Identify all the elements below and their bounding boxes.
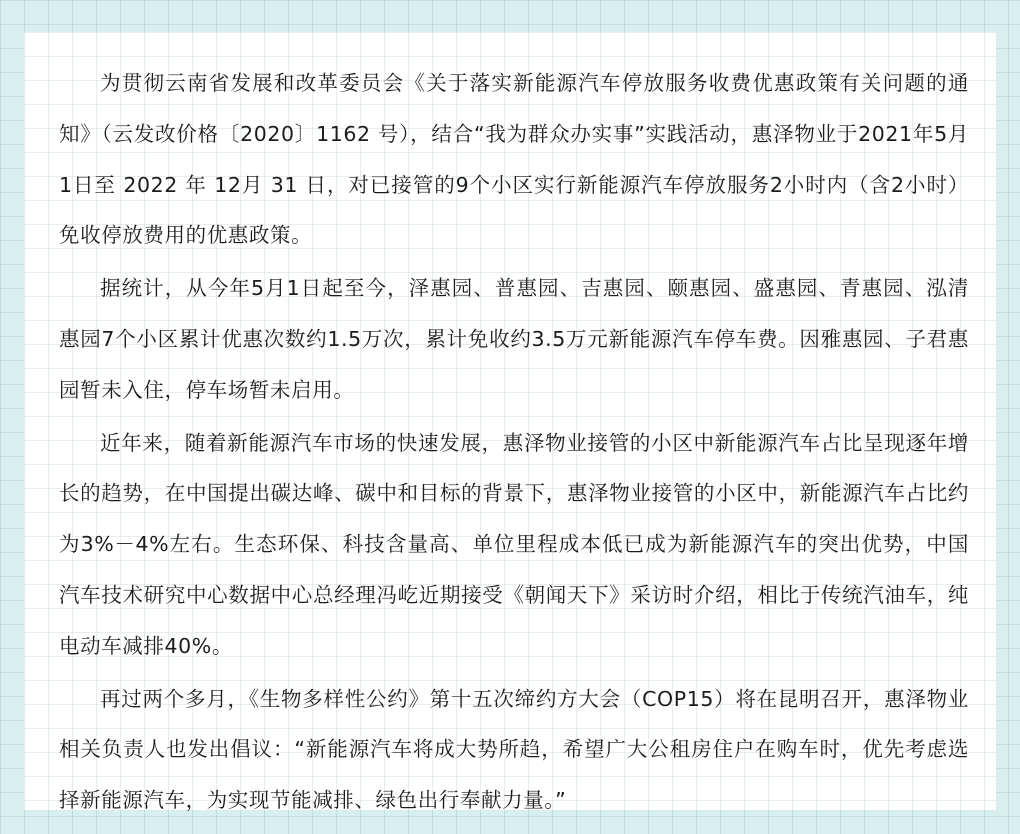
paragraph-statistics: 据统计，从今年5月1日起至今，泽惠园、普惠园、吉惠园、颐惠园、盛惠园、青惠园、泓清惠园7个小区累计优惠次数约1.5万次，累计免收约3.5万元新能源汽车停车费。因雅惠园、子君惠园暂未入住，停车场暂未启用。 xyxy=(59,276,969,402)
article-body xyxy=(59,58,969,828)
paragraph-trend: 近年来，随着新能源汽车市场的快速发展，惠泽物业接管的小区中新能源汽车占比呈现逐年增长的趋势，在中国提出碳达峰、碳中和目标的背景下，惠泽物业接管的小区中，新能源汽车占比约为3%－4%左右。生态环保、科技含量高、单位里程成本低已成为新能源汽车的突出优势，中国汽车技术研究中心数据中心总经理冯屹近期接受《朝闻天下》采访时介绍，相比于传统汽油车，纯电动车减排40%。 xyxy=(59,430,969,658)
paragraph-policy: 为贯彻云南省发展和改革委员会《关于落实新能源汽车停放服务收费优惠政策有关问题的通知》（云发改价格〔2020〕1162 号），结合“我为群众办实事”实践活动，惠泽物业于2021年5月1日至 2022 年 12月 31 日，对已接管的9个小区实行新能源汽车停放服务2小时内（含2小时）免收停放费用的优惠政策。 xyxy=(59,71,969,248)
paragraph-initiative: 再过两个多月，《生物多样性公约》第十五次缔约方大会（COP15）将在昆明召开，惠泽物业相关负责人也发出倡议：“新能源汽车将成大势所趋，希望广大公租房住户在购车时，优先考虑选择新能源汽车，为实现节能减排、绿色出行奉献力量。” xyxy=(59,686,969,813)
document-page xyxy=(24,32,996,813)
